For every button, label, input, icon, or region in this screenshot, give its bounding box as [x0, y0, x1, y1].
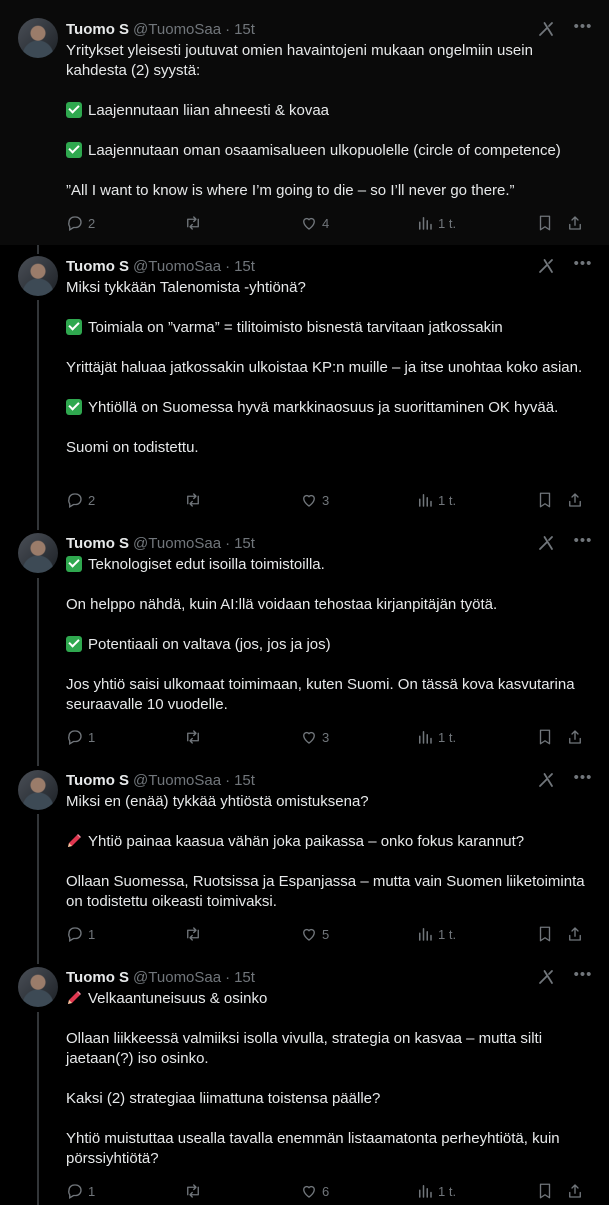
- repost-icon: [184, 925, 202, 943]
- post-paragraph: Kaksi (2) strategiaa liimattuna toistensa päälle?: [66, 1090, 381, 1107]
- views-button[interactable]: [416, 924, 456, 944]
- like-icon: [300, 214, 318, 232]
- grok-icon[interactable]: [537, 771, 555, 789]
- repost-button[interactable]: [184, 924, 206, 944]
- reply-count: 1: [88, 926, 96, 942]
- post-time[interactable]: 15t: [234, 968, 255, 986]
- views-button[interactable]: [416, 213, 456, 233]
- reply-button[interactable]: [66, 490, 95, 510]
- share-icon: [566, 1182, 584, 1200]
- post-body: [66, 792, 586, 912]
- reply-button[interactable]: [66, 727, 95, 747]
- separator-dot: ·: [225, 20, 231, 38]
- post-paragraph: Potentiaali on valtava (jos, jos ja jos): [66, 635, 586, 655]
- views-count: 1 t.: [438, 492, 457, 508]
- reply-count: 1: [88, 1183, 96, 1199]
- repost-icon: [184, 214, 202, 232]
- views-count: 1 t.: [438, 1183, 457, 1199]
- post[interactable]: [0, 758, 609, 956]
- avatar[interactable]: [18, 18, 58, 58]
- share-button[interactable]: [566, 727, 584, 747]
- reply-icon: [66, 925, 84, 943]
- post-paragraph: Laajennutaan liian ahneesti & kovaa: [66, 101, 586, 121]
- like-button[interactable]: [300, 1181, 329, 1201]
- reply-icon: [66, 491, 84, 509]
- post-paragraph: Suomi on todistettu.: [66, 439, 199, 456]
- post-paragraph: Velkaantuneisuus & osinko: [66, 989, 586, 1009]
- views-button[interactable]: [416, 1181, 456, 1201]
- like-button[interactable]: [300, 490, 329, 510]
- like-button[interactable]: [300, 213, 329, 233]
- author-name[interactable]: Tuomo S: [66, 534, 130, 552]
- post-header: [66, 770, 255, 790]
- post-paragraph: Miksi en (enää) tykkää yhtiöstä omistuksena?: [66, 793, 369, 810]
- share-icon: [566, 214, 584, 232]
- bookmark-button[interactable]: [536, 1181, 554, 1201]
- views-icon: [416, 1182, 434, 1200]
- views-count: 1 t.: [438, 215, 457, 231]
- author-handle[interactable]: @TuomoSaa: [133, 257, 222, 275]
- post-header: [66, 256, 255, 276]
- views-count: 1 t.: [438, 926, 457, 942]
- post[interactable]: [0, 245, 609, 520]
- repost-button[interactable]: [184, 490, 206, 510]
- repost-icon: [184, 491, 202, 509]
- like-icon: [300, 925, 318, 943]
- like-icon: [300, 1182, 318, 1200]
- more-icon[interactable]: •••: [573, 18, 593, 35]
- repost-icon: [184, 728, 202, 746]
- repost-button[interactable]: [184, 213, 206, 233]
- bookmark-icon: [536, 1182, 554, 1200]
- author-name[interactable]: Tuomo S: [66, 771, 130, 789]
- post-actions: [66, 490, 590, 510]
- share-icon: [566, 925, 584, 943]
- separator-dot: ·: [225, 968, 231, 986]
- views-icon: [416, 925, 434, 943]
- avatar[interactable]: [18, 967, 58, 1007]
- more-icon[interactable]: •••: [573, 532, 593, 549]
- like-count: 3: [322, 492, 330, 508]
- post-actions: [66, 727, 590, 747]
- bookmark-icon: [536, 214, 554, 232]
- post-paragraph: Yrittäjät haluaa jatkossakin ulkoistaa KP:n muille – ja itse unohtaa koko asian.: [66, 359, 583, 376]
- post-paragraph: Yhtiö muistuttaa usealla tavalla enemmän listaamatonta perheyhtiötä, kuin pörssiyhtiötä?: [66, 1130, 560, 1167]
- reply-icon: [66, 1182, 84, 1200]
- reply-count: 2: [88, 215, 96, 231]
- grok-icon[interactable]: [537, 968, 555, 986]
- post-header: [66, 967, 255, 987]
- share-button[interactable]: [566, 1181, 584, 1201]
- separator-dot: ·: [225, 771, 231, 789]
- avatar[interactable]: [18, 256, 58, 296]
- post-time[interactable]: 15t: [234, 257, 255, 275]
- post-paragraph: Teknologiset edut isoilla toimistoilla.: [66, 555, 586, 575]
- bookmark-icon: [536, 491, 554, 509]
- post[interactable]: [0, 0, 609, 245]
- views-icon: [416, 491, 434, 509]
- post-time[interactable]: 15t: [234, 534, 255, 552]
- reply-icon: [66, 728, 84, 746]
- bookmark-icon: [536, 925, 554, 943]
- more-icon[interactable]: •••: [573, 769, 593, 786]
- author-handle[interactable]: @TuomoSaa: [133, 534, 222, 552]
- post-time[interactable]: 15t: [234, 20, 255, 38]
- more-icon[interactable]: •••: [573, 255, 593, 272]
- post-paragraph: Ollaan Suomessa, Ruotsissa ja Espanjassa – mutta vain Suomen liiketoiminta on todistettu oikeasti toimivaksi.: [66, 873, 585, 910]
- share-icon: [566, 728, 584, 746]
- post-actions: [66, 924, 590, 944]
- share-button[interactable]: [566, 490, 584, 510]
- like-count: 3: [322, 729, 330, 745]
- post[interactable]: [0, 522, 609, 758]
- separator-dot: ·: [225, 534, 231, 552]
- repost-button[interactable]: [184, 727, 206, 747]
- share-button[interactable]: [566, 213, 584, 233]
- like-button[interactable]: [300, 924, 329, 944]
- post-paragraph: Laajennutaan oman osaamisalueen ulkopuolelle (circle of competence): [66, 141, 586, 161]
- check-emoji: [66, 556, 82, 572]
- check-emoji: [66, 636, 82, 652]
- post[interactable]: [0, 956, 609, 1205]
- repost-button[interactable]: [184, 1181, 206, 1201]
- reply-button[interactable]: [66, 924, 95, 944]
- like-count: 4: [322, 215, 330, 231]
- more-icon[interactable]: •••: [573, 966, 593, 983]
- check-emoji: [66, 142, 82, 158]
- bookmark-button[interactable]: [536, 213, 554, 233]
- like-count: 6: [322, 1183, 330, 1199]
- post-paragraph: On helppo nähdä, kuin AI:llä voidaan tehostaa kirjanpitäjän työtä.: [66, 596, 498, 613]
- bookmark-button[interactable]: [536, 924, 554, 944]
- reply-button[interactable]: [66, 213, 95, 233]
- views-button[interactable]: [416, 490, 456, 510]
- author-name[interactable]: Tuomo S: [66, 20, 130, 38]
- author-handle[interactable]: @TuomoSaa: [133, 771, 222, 789]
- reply-count: 1: [88, 729, 96, 745]
- post-paragraph: Jos yhtiö saisi ulkomaat toimimaan, kuten Suomi. On tässä kova kasvutarina seuraavalle 10 vuodelle.: [66, 676, 575, 713]
- author-handle[interactable]: @TuomoSaa: [133, 968, 222, 986]
- author-name[interactable]: Tuomo S: [66, 257, 130, 275]
- reply-button[interactable]: [66, 1181, 95, 1201]
- avatar[interactable]: [18, 770, 58, 810]
- check-emoji: [66, 102, 82, 118]
- views-button[interactable]: [416, 727, 456, 747]
- post-header: [66, 19, 255, 39]
- post-paragraph: Ollaan liikkeessä valmiiksi isolla vivulla, strategia on kasvaa – mutta silti jaetaan(?) iso osinko.: [66, 1030, 543, 1067]
- post-paragraph: Yhtiö painaa kaasua vähän joka paikassa – onko fokus karannut?: [66, 832, 586, 852]
- post-paragraph: Yritykset yleisesti joutuvat omien havaintojeni mukaan ongelmiin usein kahdesta (2) syystä:: [66, 42, 533, 79]
- share-button[interactable]: [566, 924, 584, 944]
- post-body: [66, 989, 586, 1169]
- post-body: [66, 278, 586, 458]
- post-body: [66, 41, 586, 201]
- share-icon: [566, 491, 584, 509]
- repost-icon: [184, 1182, 202, 1200]
- pencil-emoji: [66, 833, 82, 849]
- separator-dot: ·: [225, 257, 231, 275]
- bookmark-button[interactable]: [536, 727, 554, 747]
- post-header: [66, 533, 255, 553]
- bookmark-icon: [536, 728, 554, 746]
- post-paragraph: ”All I want to know is where I’m going to die – so I’ll never go there.”: [66, 182, 515, 199]
- reply-count: 2: [88, 492, 96, 508]
- pencil-emoji: [66, 990, 82, 1006]
- like-button[interactable]: [300, 727, 329, 747]
- views-icon: [416, 728, 434, 746]
- grok-icon[interactable]: [537, 20, 555, 38]
- avatar[interactable]: [18, 533, 58, 573]
- like-count: 5: [322, 926, 330, 942]
- post-paragraph: Toimiala on ”varma” = tilitoimisto bisnestä tarvitaan jatkossakin: [66, 318, 586, 338]
- check-emoji: [66, 399, 82, 415]
- author-handle[interactable]: @TuomoSaa: [133, 20, 222, 38]
- post-paragraph: Yhtiöllä on Suomessa hyvä markkinaosuus ja suorittaminen OK hyvää.: [66, 398, 586, 418]
- like-icon: [300, 491, 318, 509]
- check-emoji: [66, 319, 82, 335]
- post-actions: [66, 213, 590, 233]
- grok-icon[interactable]: [537, 534, 555, 552]
- views-count: 1 t.: [438, 729, 457, 745]
- post-actions: [66, 1181, 590, 1201]
- views-icon: [416, 214, 434, 232]
- post-body: [66, 555, 586, 715]
- reply-icon: [66, 214, 84, 232]
- like-icon: [300, 728, 318, 746]
- post-paragraph: Miksi tykkään Talenomista -yhtiönä?: [66, 279, 306, 296]
- author-name[interactable]: Tuomo S: [66, 968, 130, 986]
- post-time[interactable]: 15t: [234, 771, 255, 789]
- bookmark-button[interactable]: [536, 490, 554, 510]
- grok-icon[interactable]: [537, 257, 555, 275]
